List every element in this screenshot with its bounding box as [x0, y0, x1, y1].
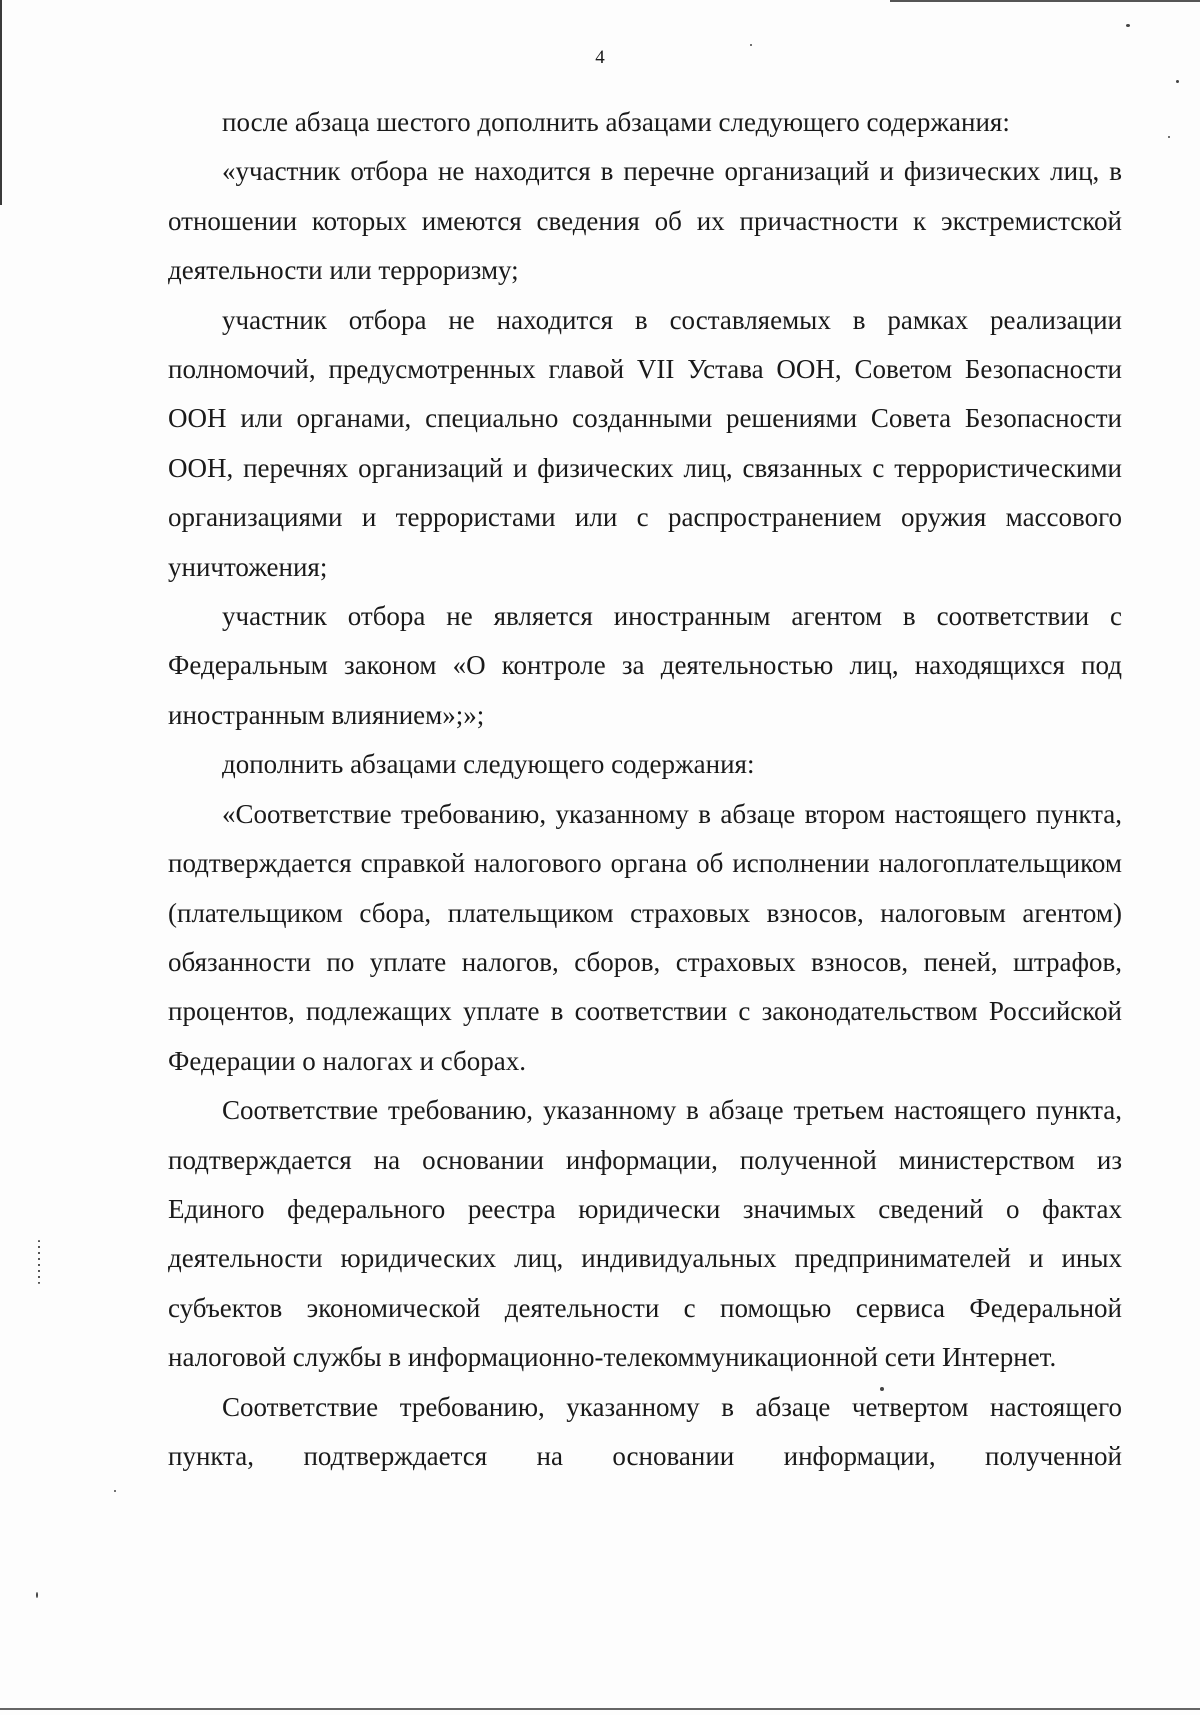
scan-speck: [1126, 24, 1130, 27]
scan-edge-top: [890, 0, 1200, 2]
page-number: 4: [595, 47, 605, 68]
paragraph: участник отбора не находится в составляемых в рамках реализации полномочий, предусмотренных главой VII Устава ООН, Советом Безопасности ООН или органами, специально созданными решениями Совета Безопасности ООН, перечнях организаций и физических лиц, связанных с террористическими организациями и террористами или с распространением оружия массового уничтожения;: [168, 304, 1122, 582]
paragraph: после абзаца шестого дополнить абзацами следующего содержания:: [222, 107, 1010, 137]
document-body: [168, 98, 1122, 1481]
scan-speck: [1176, 80, 1179, 83]
scan-speck: [1168, 136, 1170, 138]
scan-speck: [114, 1490, 116, 1492]
paragraph: Соответствие требованию, указанному в абзаце третьем настоящего пункта, подтверждается на основании информации, полученной министерством из Единого федерального реестра юридически значимых сведений о фактах деятельности юридических лиц, индивидуальных предпринимателей и иных субъектов экономической деятельности с помощью сервиса Федеральной налоговой службы в информационно-телекоммуникационной сети Интернет.: [168, 1095, 1122, 1373]
paragraph: участник отбора не является иностранным агентом в соответствии с Федеральным законом «О контроле за деятельностью лиц, находящихся под иностранным влиянием»;»;: [168, 601, 1122, 730]
scan-edge-bottom: [0, 1708, 1200, 1710]
scan-speck: [36, 1592, 38, 1598]
scan-speck: [38, 1240, 40, 1284]
paragraph: дополнить абзацами следующего содержания:: [222, 749, 755, 780]
paragraph: «Соответствие требованию, указанному в абзаце втором настоящего пункта, подтверждается справкой налогового органа об исполнении налогоплательщиком (плательщиком сбора, плательщиком страховых взносов, налоговым агентом) обязанности по уплате налогов, сборов, страховых взносов, пеней, штрафов, процентов, подлежащих уплате в соответствии с законодательством Российской Федерации о налогах и сборах.: [168, 798, 1122, 1076]
paragraph: «участник отбора не находится в перечне организаций и физических лиц, в отношении которых имеются сведения об их причастности к экстремистской деятельности или терроризму;: [168, 156, 1122, 286]
scan-edge-left: [0, 0, 2, 205]
paragraph: Соответствие требованию, указанному в абзаце четвертом настоящего пункта, подтверждается на основании информации, полученной: [168, 1391, 1122, 1471]
